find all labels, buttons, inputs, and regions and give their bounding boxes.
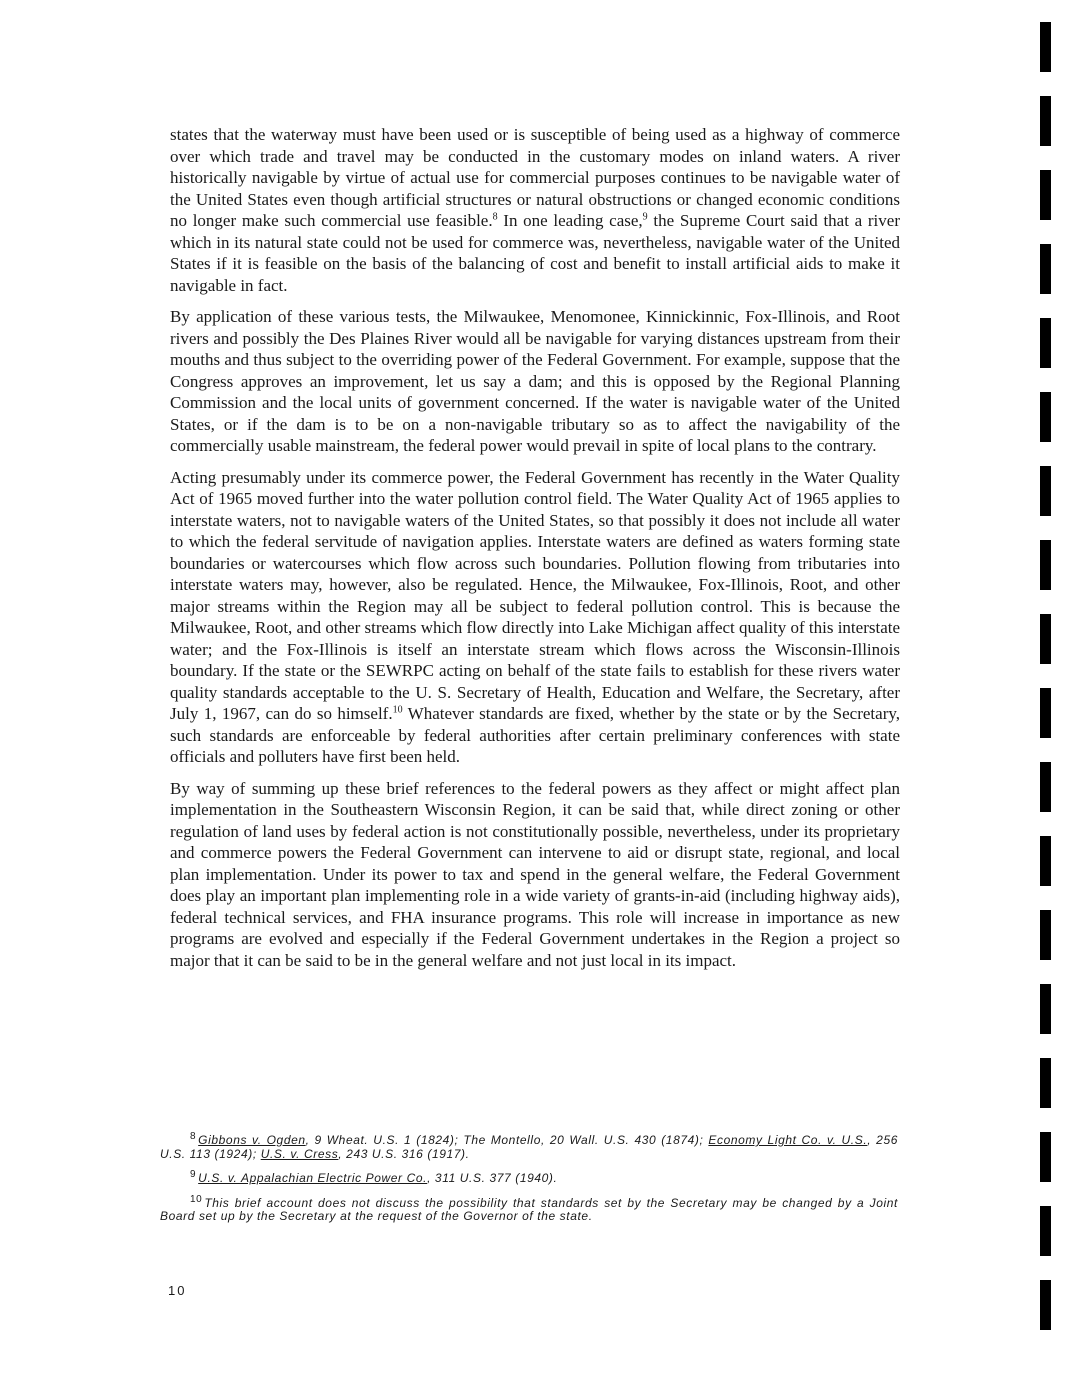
paragraph-1-part-2: In one leading case, — [497, 211, 643, 230]
citation-text: , 256 U.S. 113 (1924); — [160, 1133, 899, 1161]
scan-mark — [1040, 170, 1051, 220]
case-citation: U.S. v. Appalachian Electric Power Co. — [198, 1171, 428, 1185]
footnote-9 — [160, 1169, 898, 1186]
scan-mark — [1040, 244, 1051, 294]
scan-mark — [1040, 1280, 1051, 1330]
paragraph-1-part-3: the Supreme Court said that a river which in its natural state could not be used for commerce was, nevertheless, navigable water of the United States if it is feasible on the basis of the balancing of cost and benefit to install artificial aids to make it navigable in fact. — [170, 211, 900, 295]
paragraph-3 — [170, 467, 900, 768]
footnote-number: 8 — [190, 1131, 197, 1142]
scan-mark — [1040, 466, 1051, 516]
scan-mark — [1040, 1058, 1051, 1108]
citation-text: , 311 U.S. 377 (1940). — [427, 1171, 558, 1185]
scan-mark — [1040, 836, 1051, 886]
scan-mark — [1040, 1132, 1051, 1182]
scan-mark — [1040, 1206, 1051, 1256]
footnote-number: 9 — [190, 1169, 197, 1180]
footnote-number: 10 — [190, 1193, 203, 1205]
scan-mark — [1040, 688, 1051, 738]
page-number: 10 — [168, 1283, 187, 1298]
footnote-8 — [160, 1131, 899, 1161]
scan-mark — [1040, 96, 1051, 146]
scan-mark — [1040, 614, 1051, 664]
paragraph-2: By application of these various tests, the Milwaukee, Menomonee, Kinnickinnic, Fox-Illinois, and Root rivers and possibly the Des Plaines River would all be navigable for varying distances upstream from their mouths and thus subject to the overriding power of the Federal Government. For example, suppose that the Congress approves an improvement, let us say a dam; and this is opposed by the Regional Planning Commission and the local units of government concerned. If the water is navigable water of the United States, or if the dam is to be on a non-navigable tributary so as to affect the navigability of the commercially usable mainstream, the federal power would prevail in spite of local plans to the contrary. — [170, 307, 900, 455]
scan-mark — [1040, 762, 1051, 812]
paragraph-1-part-1: states that the waterway must have been used or is susceptible of being used as a highway of commerce over which trade and travel may be conducted in the customary modes on inland waters. A river historically navigable by virtue of actual use for commercial purposes continues to be navigable water of the United States even though artificial structures or natural obstructions or changed economic conditions no longer make such commercial use feasible. — [170, 125, 900, 230]
footnotes — [160, 1131, 899, 1235]
footnote-text: This brief account does not discuss the possibility that standards set by the Secretary may be changed by a Joint Board set up by the Secretary at the request of the Governor of the state. — [160, 1195, 898, 1223]
footnote-ref-10: 10 — [392, 704, 403, 716]
scan-mark — [1040, 984, 1051, 1034]
case-citation: Gibbons v. Ogden — [198, 1133, 306, 1147]
paragraph-3-part-2: Whatever standards are fixed, whether by the state or by the Secretary, such standards are enforceable by federal authorities after certain preliminary conferences with state officials and polluters have first been held. — [170, 704, 901, 766]
scan-mark — [1040, 318, 1051, 368]
case-citation: Economy Light Co. v. U.S. — [708, 1133, 868, 1147]
paragraph-4: By way of summing up these brief references to the federal powers as they affect or might affect plan implementation in the Southeastern Wisconsin Region, it can be said that, while direct zoning or other regulation of land uses by federal action is not constitutionally possible, nevertheless, under its proprietary and commerce powers the Federal Government can intervene to aid or disrupt state, regional, and local plan implementation. Under its power to tax and spend in the general welfare, the Federal Government does play an important plan implementing role in a wide variety of grants-in-aid (including highway aids), federal technical services, and FHA insurance programs. This role will increase in importance as new programs are evolved and especially if the Federal Government undertakes in the Region a project so major that it can be said to be in the general welfare and not just local in its impact. — [170, 778, 900, 970]
scan-margin-marks — [1040, 0, 1054, 1380]
citation-text: , 243 U.S. 316 (1917). — [338, 1146, 470, 1161]
scan-mark — [1040, 540, 1051, 590]
case-citation: U.S. v. Cress — [260, 1146, 339, 1161]
scan-mark — [1040, 22, 1051, 72]
scan-mark — [1040, 392, 1051, 442]
footnote-ref-9: 9 — [642, 211, 648, 223]
footnote-ref-8: 8 — [492, 211, 498, 223]
body-text — [170, 124, 900, 981]
paragraph-1 — [170, 124, 900, 296]
citation-text: , 9 Wheat. U.S. 1 (1824); The Montello, 20 Wall. U.S. 430 (1874); — [305, 1133, 709, 1147]
scan-mark — [1040, 910, 1051, 960]
footnote-10 — [160, 1193, 898, 1224]
paragraph-3-part-1: Acting presumably under its commerce power, the Federal Government has recently in the Water Quality Act of 1965 moved further into the water pollution control field. The Water Quality Act of 1965 applies to interstate waters, not to navigable waters of the United States, so that possibly it does not include all water to which the federal servitude of navigation applies. Interstate waters are defined as waters forming state boundaries or watercourses which flow across such boundaries. Pollution flowing from tributaries into interstate waters may, however, also be regulated. Hence, the Milwaukee, Fox-Illinois, Root, and other major streams within the Region may all be subject to federal pollution control. This is because the Milwaukee, Root, and other streams which flow directly into Lake Michigan affect quality of this interstate water; and the Fox-Illinois is itself an interstate stream which flows across the Wisconsin-Illinois boundary. If the state or the SEWRPC acting on behalf of the state fails to establish for these rivers water quality standards acceptable to the U. S. Secretary of Health, Education and Welfare, the Secretary, after July 1, 1967, can do so himself. — [170, 467, 901, 723]
